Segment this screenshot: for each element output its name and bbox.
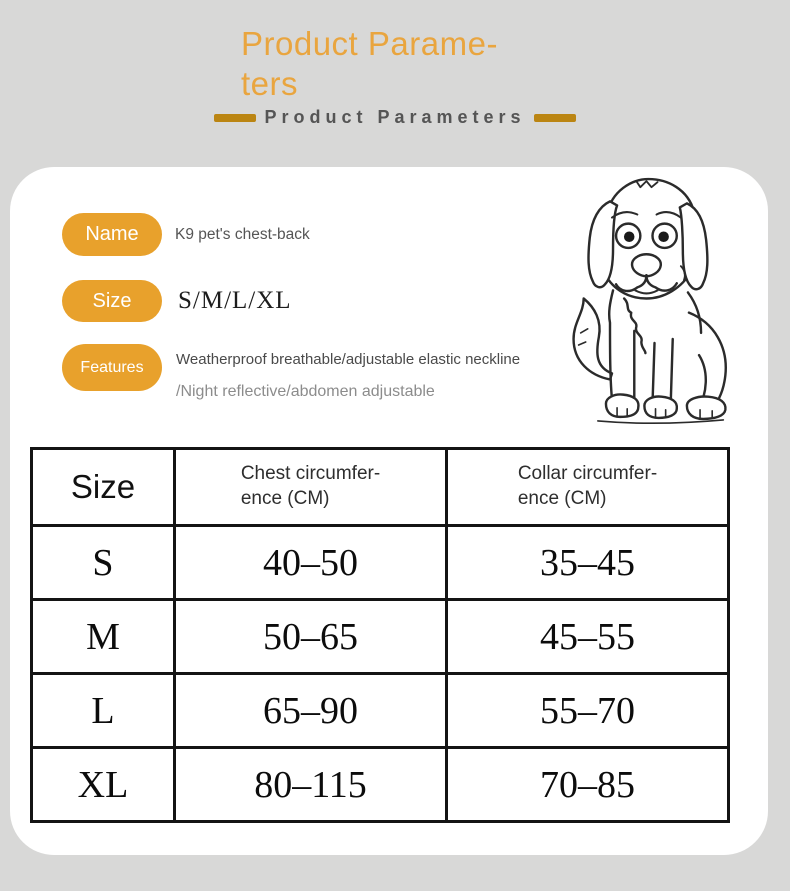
size-badge-label: Size (92, 289, 132, 312)
size-cell: L (32, 674, 175, 748)
table-row (32, 600, 729, 674)
name-badge (62, 213, 162, 256)
header-chest-line1: Chest circumfer- (240, 463, 381, 485)
collar-cell: 35–45 (447, 526, 729, 600)
collar-cell: 45–55 (447, 600, 729, 674)
collar-cell: 70–85 (447, 748, 729, 822)
chest-cell: 80–115 (175, 748, 447, 822)
size-badge (62, 280, 162, 322)
size-cell: M (32, 600, 175, 674)
page-title-line1: Product Parame- (241, 25, 498, 62)
chest-cell: 65–90 (175, 674, 447, 748)
features-badge (62, 344, 162, 391)
features-badge-label: Features (80, 358, 144, 376)
page-title (241, 24, 526, 104)
header-size: Size (32, 449, 175, 526)
table-header-row (32, 449, 729, 526)
size-value: S/M/L/XL (178, 287, 292, 314)
collar-cell: 55–70 (447, 674, 729, 748)
table-row (32, 674, 729, 748)
name-badge-label: Name (85, 223, 139, 245)
table-row (32, 748, 729, 822)
subtitle-left-dash-icon (214, 114, 256, 122)
puppy-illustration-icon (548, 171, 758, 426)
header-collar-line2: ence (CM) (517, 488, 607, 509)
header-chest (175, 449, 447, 526)
size-cell: S (32, 526, 175, 600)
subtitle-text: Product Parameters (264, 107, 526, 127)
section-subtitle (0, 107, 790, 128)
size-chart-table (30, 447, 730, 823)
chest-cell: 50–65 (175, 600, 447, 674)
product-parameters-card (10, 167, 768, 855)
page-title-line2: ters (241, 65, 299, 102)
size-cell: XL (32, 748, 175, 822)
header-collar (447, 449, 729, 526)
table-row (32, 526, 729, 600)
features-value-line2: /Night reflective/abdomen adjustable (176, 383, 435, 400)
header-collar-line1: Collar circumfer- (517, 463, 658, 485)
name-value: K9 pet's chest-back (175, 225, 310, 243)
subtitle-right-dash-icon (534, 114, 576, 122)
chest-cell: 40–50 (175, 526, 447, 600)
header-chest-line2: ence (CM) (240, 488, 330, 509)
features-value-line1: Weatherproof breathable/adjustable elastic neckline (176, 350, 521, 368)
